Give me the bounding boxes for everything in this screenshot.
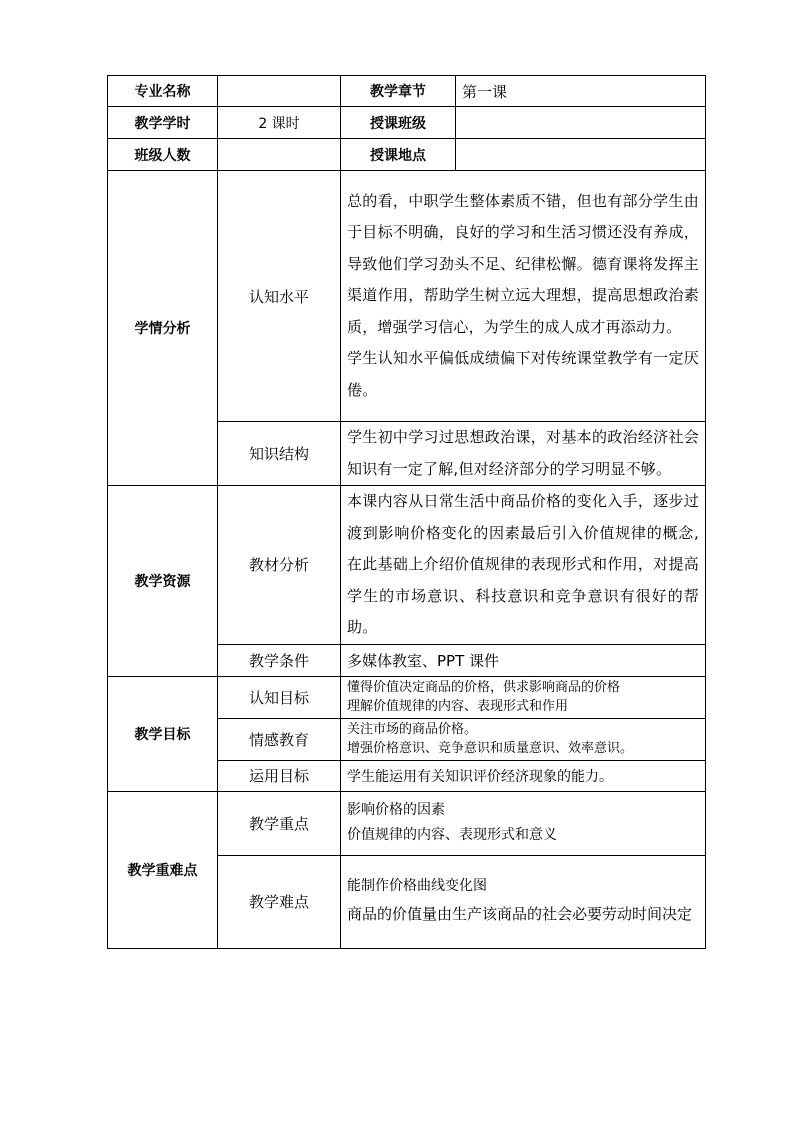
difficulty-line-2: 商品的价值量由生产该商品的社会必要劳动时间决定 [347,905,693,923]
cognitive-goal-label: 认知目标 [218,676,341,718]
location-value [456,139,706,171]
hours-value: 2 课时 [218,107,341,139]
cognitive-level-label: 认知水平 [218,171,341,422]
location-label: 授课地点 [341,139,456,171]
major-value [218,76,341,107]
focus-label: 教学重点 [218,791,341,855]
emotion-education-label: 情感教育 [218,718,341,760]
hours-label: 教学学时 [108,107,218,139]
emotion-line-1: 关注市场的商品价格。 [347,722,478,737]
class-label: 授课班级 [341,107,456,139]
application-goal-text: 学生能运用有关知识评价经济现象的能力。 [341,760,706,791]
focus-line-1: 影响价格的因素 [347,802,445,818]
goals-title: 教学目标 [108,676,218,791]
textbook-analysis-label: 教材分析 [218,486,341,645]
cognitive-level-text [341,171,706,422]
cognitive-goal-line-2: 理解价值规律的内容、表现形式和作用 [347,699,569,714]
knowledge-structure-text: 学生初中学习过思想政治课，对基本的政治经济社会知识有一定了解,但对经济部分的学习明显不够。 [341,422,706,486]
students-label: 班级人数 [108,139,218,171]
cognitive-paragraph-2: 学生认知水平偏低成绩偏下对传统课堂教学有一定厌倦。 [347,349,699,399]
students-value [218,139,341,171]
difficulty-label: 教学难点 [218,855,341,948]
lesson-plan-table [107,75,706,949]
knowledge-structure-label: 知识结构 [218,422,341,486]
resources-title: 教学资源 [108,486,218,677]
conditions-label: 教学条件 [218,644,341,676]
difficulty-text [341,855,706,948]
chapter-label: 教学章节 [341,76,456,107]
focus-text [341,791,706,855]
emotion-education-text [341,718,706,760]
emotion-line-2: 增强价格意识、竞争意识和质量意识、效率意识。 [347,741,634,756]
cognitive-goal-text [341,676,706,718]
keypoints-title: 教学重难点 [108,791,218,948]
conditions-text: 多媒体教室、PPT 课件 [341,644,706,676]
chapter-value: 第一课 [456,76,706,107]
difficulty-line-1: 能制作价格曲线变化图 [347,878,487,894]
cognitive-goal-line-1: 懂得价值决定商品的价格，供求影响商品的价格 [347,680,621,695]
focus-line-2: 价值规律的内容、表现形式和意义 [347,827,557,843]
analysis-title: 学情分析 [108,171,218,486]
cognitive-paragraph-1: 总的看，中职学生整体素质不错，但也有部分学生由于目标不明确，良好的学习和生活习惯还没有养成，导致他们学习劲头不足、纪律松懈。德育课将发挥主渠道作用，帮助学生树立远大理想，提高思想政治素质，增强学习信心，为学生的成人成才再添动力。 [347,191,699,336]
major-label: 专业名称 [108,76,218,107]
textbook-analysis-text: 本课内容从日常生活中商品价格的变化入手，逐步过渡到影响价格变化的因素最后引入价值规律的概念,在此基础上介绍价值规律的表现形式和作用，对提高学生的市场意识、科技意识和竞争意识有很好的帮助。 [341,486,706,645]
class-value [456,107,706,139]
application-goal-label: 运用目标 [218,760,341,791]
